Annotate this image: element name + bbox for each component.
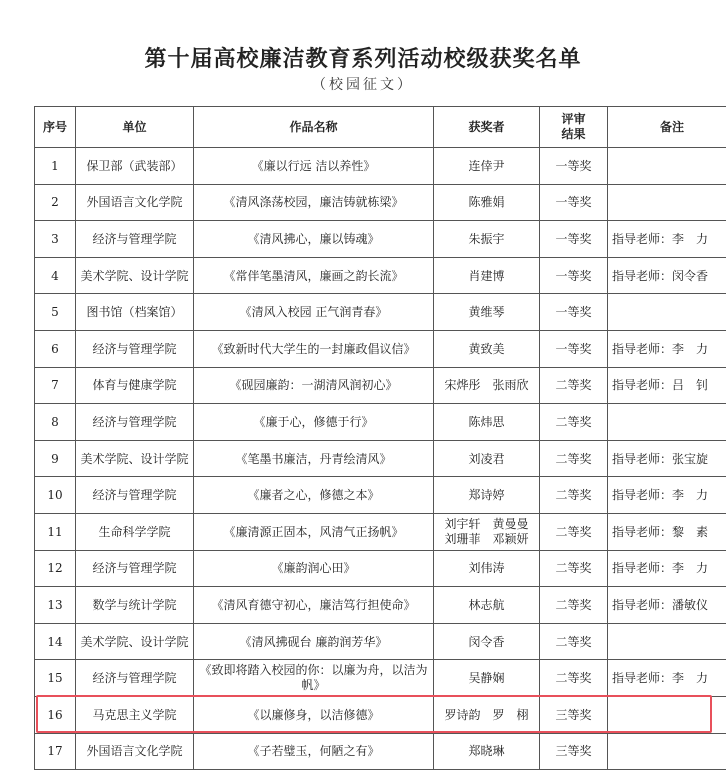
table-row [35, 477, 726, 514]
cell-winner: 连倖尹 [434, 148, 540, 185]
header-note: 备注 [608, 107, 726, 148]
award-table [34, 106, 726, 770]
cell-result: 二等奖 [540, 513, 608, 550]
cell-unit: 图书馆（档案馆） [76, 294, 194, 331]
cell-result: 一等奖 [540, 294, 608, 331]
cell-note [608, 696, 726, 733]
cell-unit: 马克思主义学院 [76, 696, 194, 733]
document-title: 第十届高校廉洁教育系列活动校级获奖名单 [0, 42, 726, 73]
cell-work: 《廉韵润心田》 [194, 550, 434, 587]
cell-no: 4 [35, 257, 76, 294]
cell-note: 指导老师：李 力 [608, 660, 726, 697]
cell-no: 12 [35, 550, 76, 587]
cell-work: 《清风育德守初心，廉洁笃行担使命》 [194, 587, 434, 624]
table-row [35, 623, 726, 660]
cell-result: 二等奖 [540, 587, 608, 624]
cell-work: 《常伴笔墨清风，廉画之韵长流》 [194, 257, 434, 294]
table-row [35, 367, 726, 404]
cell-result: 二等奖 [540, 404, 608, 441]
cell-winner: 黄维琴 [434, 294, 540, 331]
cell-winner: 陈炜思 [434, 404, 540, 441]
cell-unit: 外国语言文化学院 [76, 184, 194, 221]
cell-work: 《砚园廉韵：一湖清风润初心》 [194, 367, 434, 404]
cell-work: 《清风拂心，廉以铸魂》 [194, 221, 434, 258]
header-result [540, 107, 608, 148]
cell-no: 8 [35, 404, 76, 441]
cell-no: 15 [35, 660, 76, 697]
cell-no: 13 [35, 587, 76, 624]
cell-winner: 刘伟涛 [434, 550, 540, 587]
cell-unit: 美术学院、设计学院 [76, 257, 194, 294]
header-work: 作品名称 [194, 107, 434, 148]
table-row [35, 257, 726, 294]
cell-note: 指导老师：张宝旋 [608, 440, 726, 477]
table-row [35, 513, 726, 550]
cell-result: 二等奖 [540, 660, 608, 697]
cell-work: 《廉清源正固本，风清气正扬帆》 [194, 513, 434, 550]
cell-result: 三等奖 [540, 733, 608, 770]
cell-winner: 郑晓琳 [434, 733, 540, 770]
cell-unit: 经济与管理学院 [76, 404, 194, 441]
cell-result: 一等奖 [540, 257, 608, 294]
cell-winner: 郑诗婷 [434, 477, 540, 514]
cell-note: 指导老师：潘敏仪 [608, 587, 726, 624]
cell-note: 指导老师：吕 钊 [608, 367, 726, 404]
cell-note [608, 623, 726, 660]
cell-no: 14 [35, 623, 76, 660]
cell-result: 二等奖 [540, 440, 608, 477]
table-row [35, 184, 726, 221]
cell-no: 17 [35, 733, 76, 770]
cell-work: 《廉以行远 洁以养性》 [194, 148, 434, 185]
header-no: 序号 [35, 107, 76, 148]
cell-winner: 罗诗韵 罗 栩 [434, 696, 540, 733]
cell-work: 《以廉修身，以洁修德》 [194, 696, 434, 733]
cell-note [608, 404, 726, 441]
cell-result: 一等奖 [540, 221, 608, 258]
cell-result: 二等奖 [540, 623, 608, 660]
cell-work: 《廉于心，修德于行》 [194, 404, 434, 441]
cell-note: 指导老师：李 力 [608, 221, 726, 258]
table-row [35, 221, 726, 258]
cell-work: 《子若璧玉，何陋之有》 [194, 733, 434, 770]
table-row [35, 330, 726, 367]
cell-no: 3 [35, 221, 76, 258]
cell-winner: 黄致美 [434, 330, 540, 367]
cell-unit: 体育与健康学院 [76, 367, 194, 404]
table-row [35, 550, 726, 587]
document-subtitle: （校园征文） [0, 74, 726, 94]
cell-winner: 朱振宇 [434, 221, 540, 258]
cell-winner: 林志航 [434, 587, 540, 624]
cell-work: 《清风拂砚台 廉韵润芳华》 [194, 623, 434, 660]
cell-unit: 美术学院、设计学院 [76, 623, 194, 660]
cell-work: 《廉者之心，修德之本》 [194, 477, 434, 514]
cell-note: 指导老师：李 力 [608, 330, 726, 367]
cell-unit: 经济与管理学院 [76, 550, 194, 587]
cell-no: 10 [35, 477, 76, 514]
cell-winner: 吴静娴 [434, 660, 540, 697]
cell-no: 16 [35, 696, 76, 733]
cell-winner: 刘凌君 [434, 440, 540, 477]
cell-note [608, 294, 726, 331]
header-winner: 获奖者 [434, 107, 540, 148]
cell-unit: 保卫部（武装部） [76, 148, 194, 185]
table-header-row [35, 107, 726, 148]
cell-note: 指导老师：闵令香 [608, 257, 726, 294]
cell-no: 6 [35, 330, 76, 367]
table-row [35, 404, 726, 441]
cell-no: 5 [35, 294, 76, 331]
cell-unit: 经济与管理学院 [76, 660, 194, 697]
cell-note: 指导老师：李 力 [608, 477, 726, 514]
cell-work: 《笔墨书廉洁，丹青绘清风》 [194, 440, 434, 477]
cell-note [608, 733, 726, 770]
cell-result: 三等奖 [540, 696, 608, 733]
cell-work: 《致即将踏入校园的你：以廉为舟，以洁为帆》 [194, 660, 434, 697]
cell-no: 2 [35, 184, 76, 221]
cell-result: 一等奖 [540, 148, 608, 185]
table-row [35, 696, 726, 733]
cell-winner: 闵令香 [434, 623, 540, 660]
cell-unit: 美术学院、设计学院 [76, 440, 194, 477]
cell-work: 《清风涤荡校园，廉洁铸就栋梁》 [194, 184, 434, 221]
cell-work: 《致新时代大学生的一封廉政倡议信》 [194, 330, 434, 367]
cell-no: 7 [35, 367, 76, 404]
header-result-text: 评审结果 [560, 112, 588, 142]
cell-note [608, 148, 726, 185]
cell-unit: 生命科学学院 [76, 513, 194, 550]
cell-unit: 经济与管理学院 [76, 330, 194, 367]
cell-note [608, 184, 726, 221]
cell-no: 9 [35, 440, 76, 477]
cell-result: 一等奖 [540, 330, 608, 367]
cell-winner: 陈雅娟 [434, 184, 540, 221]
table-row [35, 733, 726, 770]
header-unit: 单位 [76, 107, 194, 148]
cell-work: 《清风入校园 正气润青春》 [194, 294, 434, 331]
cell-note: 指导老师：黎 素 [608, 513, 726, 550]
cell-winner: 宋烨彤 张雨欣 [434, 367, 540, 404]
table-row [35, 587, 726, 624]
cell-no: 11 [35, 513, 76, 550]
cell-note: 指导老师：李 力 [608, 550, 726, 587]
table-row [35, 440, 726, 477]
cell-unit: 外国语言文化学院 [76, 733, 194, 770]
cell-unit: 经济与管理学院 [76, 221, 194, 258]
cell-result: 二等奖 [540, 367, 608, 404]
table-body [35, 148, 726, 770]
cell-unit: 经济与管理学院 [76, 477, 194, 514]
table-row [35, 148, 726, 185]
table-row [35, 294, 726, 331]
cell-no: 1 [35, 148, 76, 185]
cell-winner: 刘宇轩 黄曼曼 刘珊菲 邓颖妍 [434, 513, 540, 550]
cell-winner: 肖建博 [434, 257, 540, 294]
cell-result: 一等奖 [540, 184, 608, 221]
table-row [35, 660, 726, 697]
cell-result: 二等奖 [540, 550, 608, 587]
cell-result: 二等奖 [540, 477, 608, 514]
cell-unit: 数学与统计学院 [76, 587, 194, 624]
